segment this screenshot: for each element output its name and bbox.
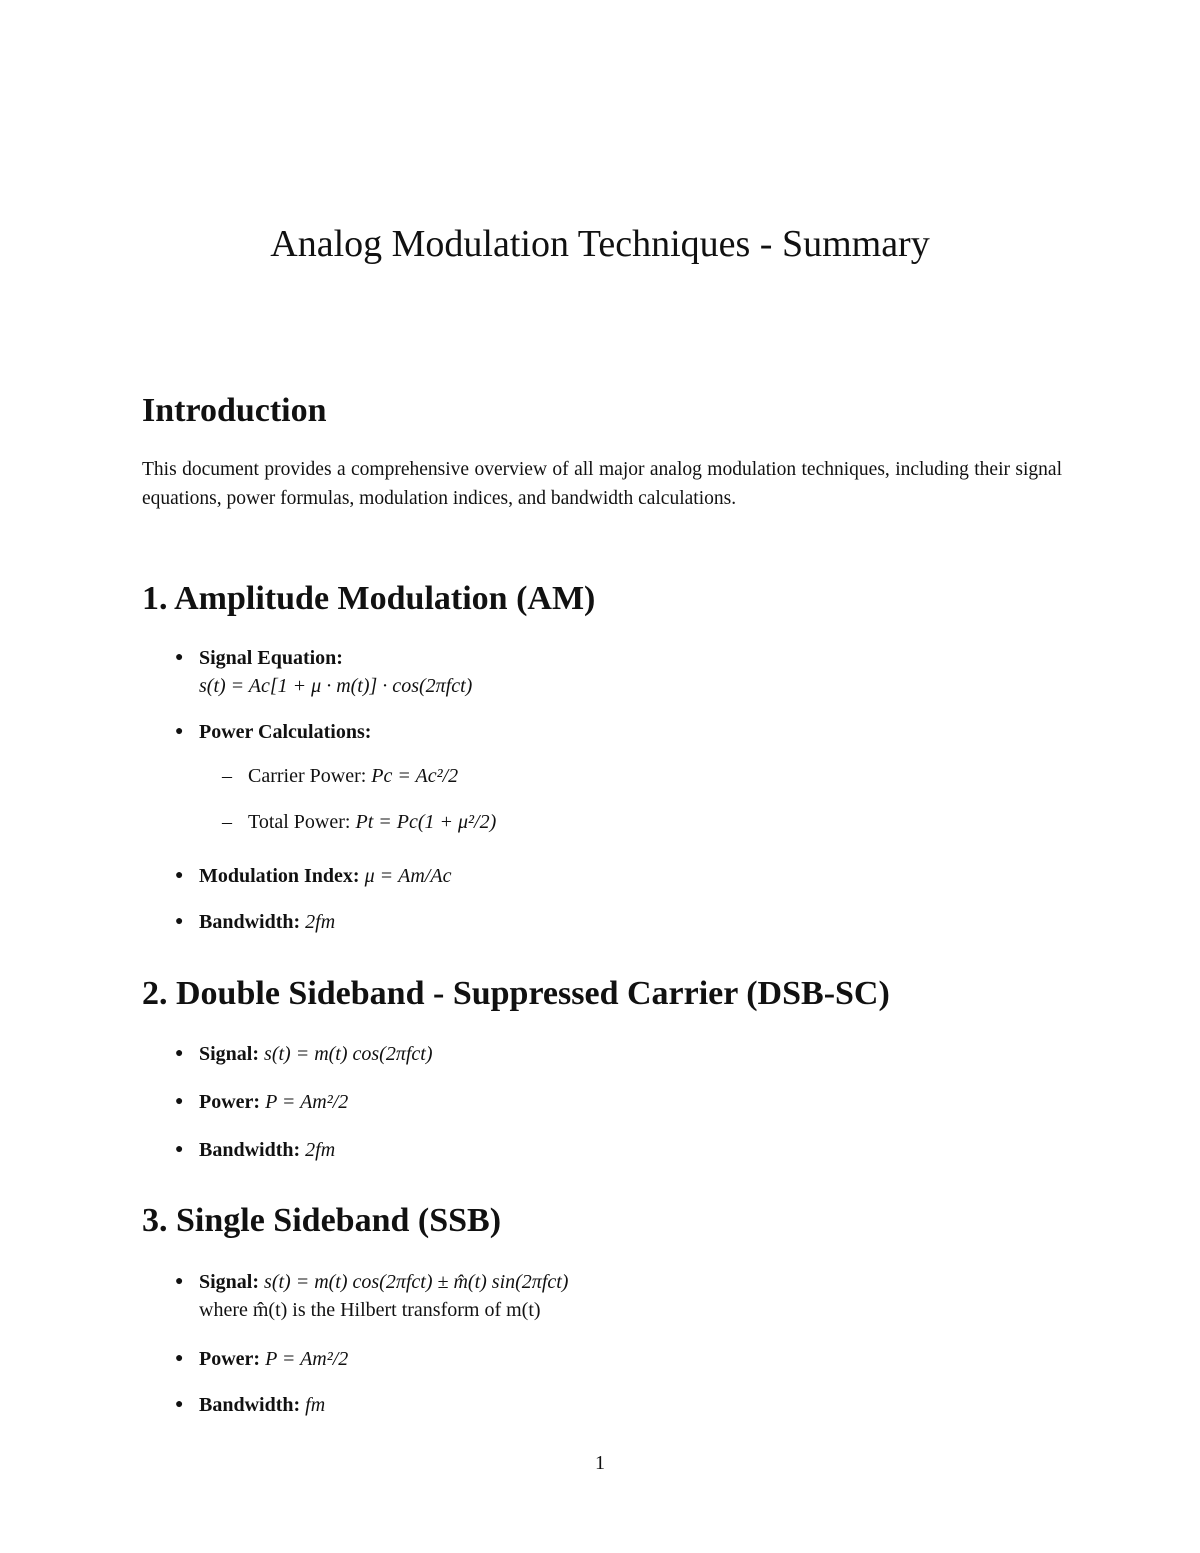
dash-icon: – — [222, 811, 232, 833]
am-total-power-item — [222, 808, 496, 836]
bullet-icon: ● — [175, 914, 184, 929]
dsb-bandwidth-item — [175, 1136, 335, 1164]
am-signal-item — [175, 644, 472, 700]
dsb-power-eq: P = Am²/2 — [265, 1091, 349, 1113]
dsb-bandwidth-label: Bandwidth: — [199, 1139, 301, 1161]
dash-icon: – — [222, 765, 232, 787]
dsb-heading: 2. Double Sideband - Suppressed Carrier (DSB-SC) — [142, 975, 890, 1012]
am-carrier-power-eq: Pc = Ac²/2 — [371, 765, 459, 787]
am-total-power-eq: Pt = Pc(1 + μ²/2) — [355, 811, 497, 833]
ssb-bandwidth-eq: fm — [305, 1394, 326, 1416]
am-bandwidth-item — [175, 908, 335, 936]
ssb-heading: 3. Single Sideband (SSB) — [142, 1202, 502, 1239]
dsb-power-label: Power: — [199, 1091, 261, 1113]
am-power-label: Power Calculations: — [199, 721, 372, 743]
am-heading: 1. Amplitude Modulation (AM) — [142, 580, 596, 617]
am-bandwidth-label: Bandwidth: — [199, 911, 301, 933]
intro-heading: Introduction — [142, 392, 327, 429]
ssb-signal-item — [175, 1268, 568, 1324]
am-total-power-label: Total Power: — [248, 811, 351, 833]
dsb-bandwidth-eq: 2fm — [305, 1139, 336, 1161]
ssb-bandwidth-item — [175, 1391, 325, 1419]
am-power-item — [175, 718, 371, 746]
dsb-power-item — [175, 1088, 348, 1116]
am-signal-label: Signal Equation: — [199, 647, 343, 669]
am-index-eq: μ = Am/Ac — [364, 865, 452, 887]
am-index-item — [175, 862, 451, 890]
am-bandwidth-eq: 2fm — [305, 911, 336, 933]
dsb-signal-label: Signal: — [199, 1043, 260, 1065]
page-title: Analog Modulation Techniques - Summary — [270, 223, 930, 265]
ssb-bandwidth-label: Bandwidth: — [199, 1394, 301, 1416]
am-carrier-power-label: Carrier Power: — [248, 765, 367, 787]
am-signal-eq: s(t) = Ac[1 + μ · m(t)] · cos(2πfct) — [199, 675, 473, 697]
bullet-icon: ● — [175, 1142, 184, 1157]
page-number: 1 — [595, 1452, 605, 1474]
ssb-signal-eq: s(t) = m(t) cos(2πfct) ± m̂(t) sin(2πfct) — [264, 1271, 569, 1293]
ssb-power-eq: P = Am²/2 — [265, 1348, 349, 1370]
intro-paragraph: This document provides a comprehensive overview of all major analog modulation techniques, including their signal equations, power formulas, modulation indices, and bandwidth calculations. — [142, 459, 1062, 509]
dsb-signal-item — [175, 1040, 433, 1068]
bullet-icon: ● — [175, 1397, 184, 1412]
bullet-icon: ● — [175, 868, 184, 883]
am-index-label: Modulation Index: — [199, 865, 360, 887]
bullet-icon: ● — [175, 1046, 184, 1061]
bullet-icon: ● — [175, 1274, 184, 1289]
bullet-icon: ● — [175, 650, 184, 665]
bullet-icon: ● — [175, 1351, 184, 1366]
ssb-signal-note: where m̂(t) is the Hilbert transform of m(t) — [199, 1299, 541, 1321]
bullet-icon: ● — [175, 1094, 184, 1109]
am-carrier-power-item — [222, 762, 458, 790]
ssb-signal-label: Signal: — [199, 1271, 260, 1293]
bullet-icon: ● — [175, 724, 184, 739]
ssb-power-item — [175, 1345, 348, 1373]
dsb-signal-eq: s(t) = m(t) cos(2πfct) — [264, 1043, 433, 1065]
ssb-power-label: Power: — [199, 1348, 261, 1370]
